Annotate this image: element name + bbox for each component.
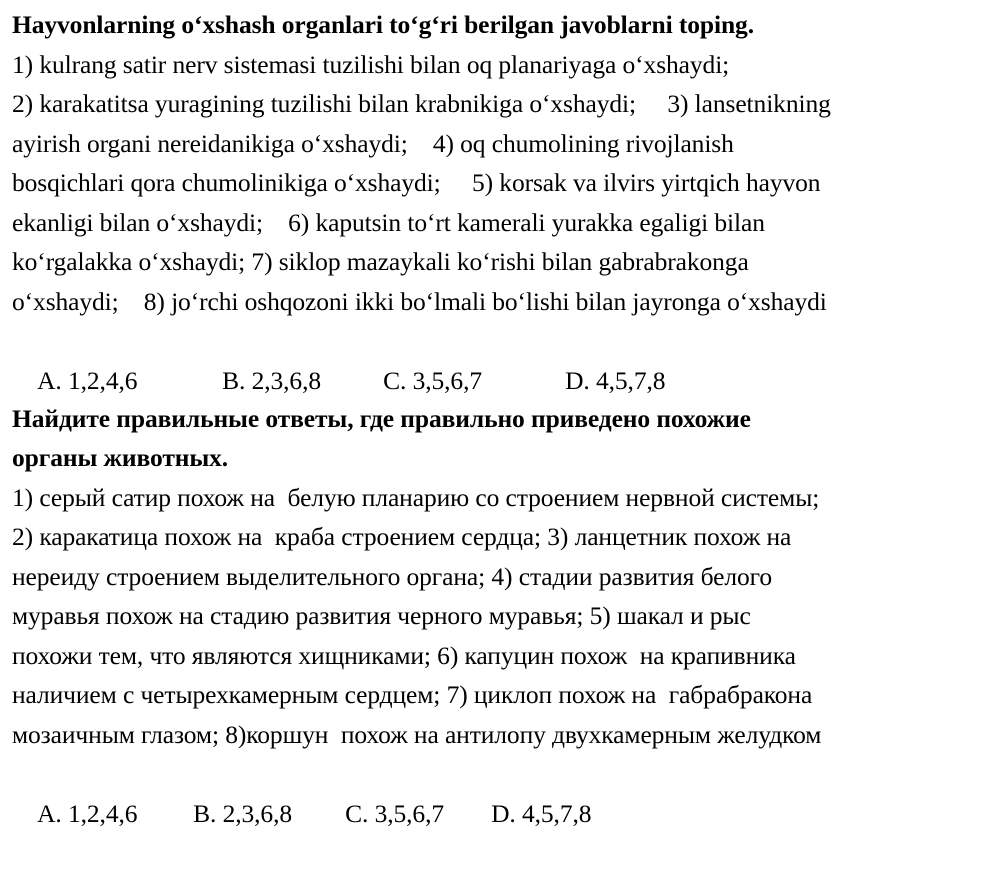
statement-line: o‘xshaydi; 8) jo‘rchi oshqozoni ikki bo‘lmali bo‘lishi bilan jayronga o‘xshaydi [12, 286, 827, 316]
statement-line: наличием с четырехкамерным сердцем; 7) циклоп похож на габрабракона [12, 680, 813, 709]
statement-line: ayirish organi nereidanikiga o‘xshaydi; 4) oq chumolining rivojlanish [12, 128, 734, 158]
statement-line: 2) каракатица похож на краба строением сердца; 3) ланцетник похож на [12, 522, 792, 551]
statement-line: bosqichlari qora chumolinikiga o‘xshaydi; 5) korsak va ilvirs yirtqich hayvon [12, 168, 821, 197]
question-title-uz: Hayvonlarning o‘xshash organlari to‘g‘ri berilgan javoblarni toping. [12, 10, 754, 39]
statement-line: нереиду строением выделительного органа; 4) стадии развития белого [12, 561, 772, 591]
question-title-ru-continued: органы животных. [12, 443, 229, 472]
answer-option-d: D. 4,5,7,8 [565, 365, 666, 395]
statement-line: ko‘rgalakka o‘xshaydi; 7) siklop mazaykali ko‘rishi bilan gabrabrakonga [12, 247, 749, 276]
statement-line: 2) karakatitsa yuragining tuzilishi bilan krabnikiga o‘xshaydi; 3) lansetnikning [12, 89, 831, 118]
statement-line: 1) серый сатир похож на белую планарию со строением нервной системы; [12, 482, 820, 512]
statement-line: похожи тем, что являются хищниками; 6) капуцин похож на крапивника [12, 640, 796, 670]
answer-option-a: A. 1,2,4,6 [37, 365, 138, 395]
answer-option-a: A. 1,2,4,6 [37, 798, 138, 828]
answer-options-uz [12, 321, 987, 395]
answer-option-b: B. 2,3,6,8 [222, 365, 321, 395]
statement-line: 1) kulrang satir nerv sistemasi tuzilishi bilan oq planariyaga o‘xshaydi; [12, 49, 730, 79]
answer-option-c: C. 3,5,6,7 [383, 365, 482, 395]
statement-line: ekanligi bilan o‘xshaydi; 6) kaputsin to‘rt kamerali yurakka egaligi bilan [12, 207, 765, 237]
answer-option-b: B. 2,3,6,8 [193, 798, 292, 828]
document-page [12, 5, 987, 828]
answer-option-c: C. 3,5,6,7 [345, 798, 444, 828]
question-title-ru: Найдите правильные ответы, где правильно приведено похожие [12, 403, 751, 433]
answer-options-ru [12, 754, 987, 828]
answer-option-d: D. 4,5,7,8 [491, 798, 592, 828]
statement-line: мозаичным глазом; 8)коршун похож на антилопу двухкамерным желудком [12, 719, 822, 749]
statement-line: муравья похож на стадию развития черного муравья; 5) шакал и рыс [12, 601, 751, 630]
